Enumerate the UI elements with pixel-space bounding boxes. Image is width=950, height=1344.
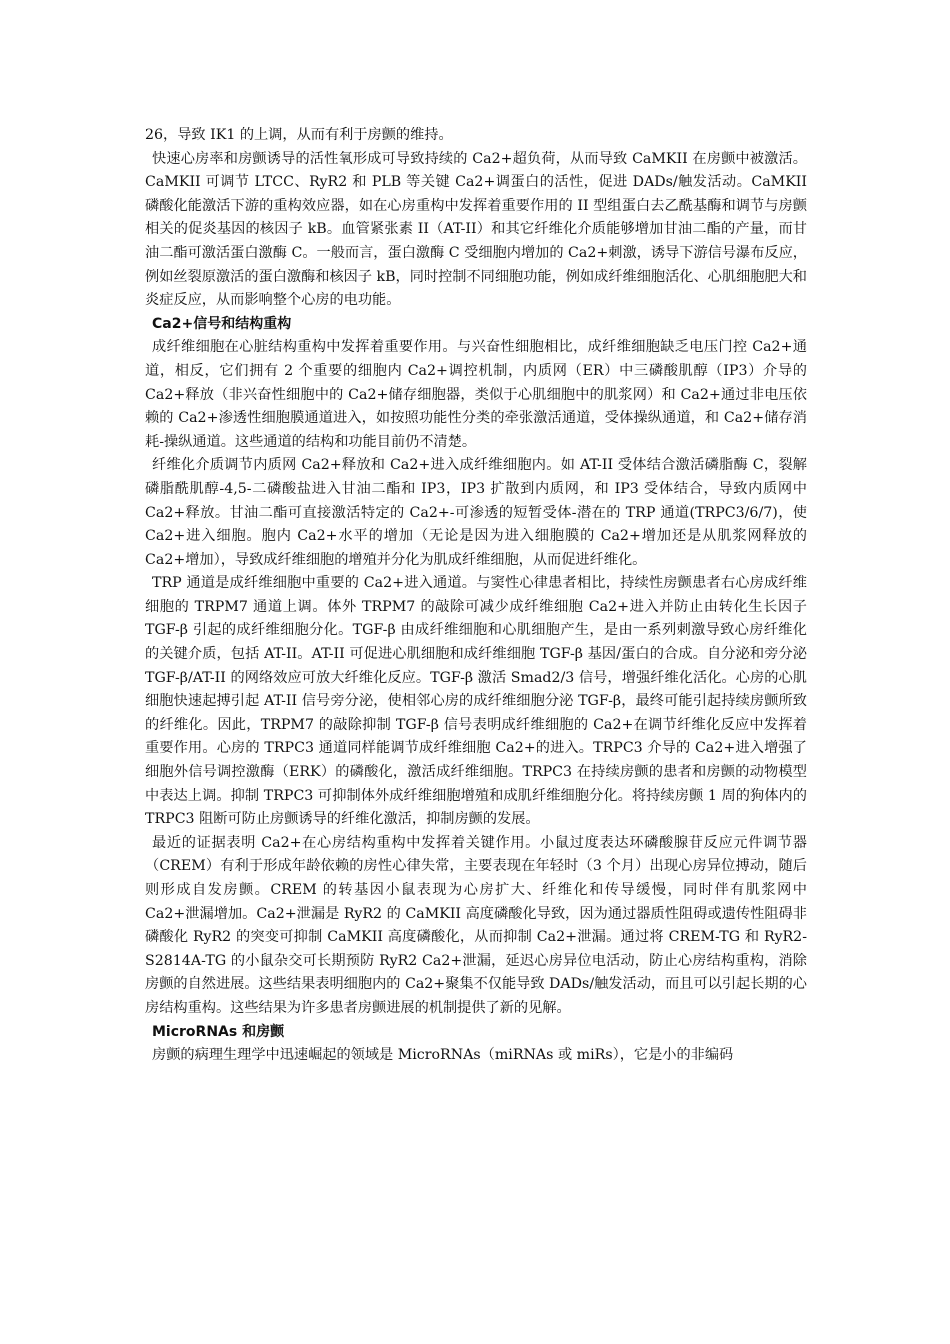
paragraph-recent-evidence: 最近的证据表明 Ca2+在心房结构重构中发挥着关键作用。小鼠过度表达环磷酸腺苷反应元件调节器（CREM）有利于形成年龄依赖的房性心律失常，主要表现在年轻时（3 个月）出现心房异位搏动，随后则形成自发房颤。CREM 的转基因小鼠表现为心房扩大、纤维化和传导缓慢，同时伴有肌浆网中 Ca2+泄漏增加。Ca2+泄漏是 RyR2 的 CaMKII 高度磷酸化导致，因为通过器质性阻碍或遗传性阻碍非磷酸化 RyR2 的突变可抑制 CaMKII 高度磷酸化，从而抑制 Ca2+泄漏。通过将 CREM-TG 和 RyR2-S2814A-TG 的小鼠杂交可长期预防 RyR2 Ca2+泄漏，延迟心房异位电活动，防止心房结构重构，消除房颤的自然进展。这些结果表明细胞内的 Ca2+聚集不仅能导致 DADs/触发活动，而且可以引起长期的心房结构重构。这些结果为许多患者房颤进展的机制提供了新的见解。 [145,834,807,1016]
paragraph-camkii-activation: 快速心房率和房颤诱导的活性氧形成可导致持续的 Ca2+超负荷，从而导致 CaMKII 在房颤中被激活。CaMKII 可调节 LTCC、RyR2 和 PLB 等关键 Ca2+调蛋白的活性，促进 DADs/触发活动。CaMKII 磷酸化能激活下游的重构效应器，如在心房重构中发挥着重要作用的 II 型组蛋白去乙酰基酶和调节与房颤相关的促炎基因的核因子 kB。血管紧张素 II（AT-II）和其它纤维化介质能够增加甘油二酯的产量，而甘油二酯可激活蛋白激酶 C。一般而言，蛋白激酶 C 受细胞内增加的 Ca2+刺激，诱导下游信号瀑布反应，例如丝裂原激活的蛋白激酶和核因子 kB，同时控制不同细胞功能，例如成纤维细胞活化、心肌细胞肥大和炎症反应，从而影响整个心房的电功能。 [145,150,807,309]
paragraph-trp-channels: TRP 通道是成纤维细胞中重要的 Ca2+进入通道。与窦性心律患者相比，持续性房颤患者右心房成纤维细胞的 TRPM7 通道上调。体外 TRPM7 的敲除可减少成纤维细胞 Ca2+进入并防止由转化生长因子 TGF-β 引起的成纤维细胞分化。TGF-β 由成纤维细胞和心肌细胞产生，是由一系列刺激导致心房纤维化的关键介质，包括 AT-II。AT-II 可促进心肌细胞和成纤维细胞 TGF-β 基因/蛋白的合成。自分泌和旁分泌 TGF-β/AT-II 的网络效应可放大纤维化反应。TGF-β 激活 Smad2/3 信号，增强纤维化活化。心房的心肌细胞快速起搏引起 AT-II 信号旁分泌，使相邻心房的成纤维细胞分泌 TGF-β，最终可能引起持续房颤所致的纤维化。因此，TRPM7 的敲除抑制 TGF-β 信号表明成纤维细胞的 Ca2+在调节纤维化反应中发挥着重要作用。心房的 TRPC3 通道同样能调节成纤维细胞 Ca2+的进入。TRPC3 介导的 Ca2+进入增强了细胞外信号调控激酶（ERK）的磷酸化，激活成纤维细胞。TRPC3 在持续房颤的患者和房颤的动物模型中表达上调。抑制 TRPC3 可抑制体外成纤维细胞增殖和成肌纤维细胞分化。将持续房颤 1 周的狗体内的 TRPC3 阻断可防止房颤诱导的纤维化激活，抑制房颤的发展。 [145,575,807,828]
paragraph-fibroblast-role: 成纤维细胞在心脏结构重构中发挥着重要作用。与兴奋性细胞相比，成纤维细胞缺乏电压门控 Ca2+通道，相反，它们拥有 2 个重要的细胞内 Ca2+调控机制，内质网（ER）中三磷酸肌醇（IP3）介导的 Ca2+释放（非兴奋性细胞中的 Ca2+储存细胞器，类似于心肌细胞中的肌浆网）和 Ca2+通过非电压依赖的 Ca2+渗透性细胞膜通道进入，如按照功能性分类的牵张激活通道，受体操纵通道，和 Ca2+储存消耗-操纵通道。这些通道的结构和功能目前仍不清楚。 [145,339,807,450]
section-heading-ca-structural-remodeling: Ca2+信号和结构重构 [152,315,292,332]
section-heading-micrornas: MicroRNAs 和房颤 [152,1023,285,1040]
paragraph-fibrosis-mediators: 纤维化介质调节内质网 Ca2+释放和 Ca2+进入成纤维细胞内。如 AT-II 受体结合激活磷脂酶 C，裂解磷脂酰肌醇-4,5-二磷酸盐进入甘油二酯和 IP3，IP3 扩散到内质网，和 IP3 受体结合，导致内质网中 Ca2+释放。甘油二酯可直接激活特定的 Ca2+-可渗透的短暂受体-潜在的 TRP 通道(TRPC3/6/7)，使 Ca2+进入细胞。胞内 Ca2+水平的增加（无论是因为进入细胞膜的 Ca2+增加还是从肌浆网释放的 Ca2+增加），导致成纤维细胞的增殖并分化为肌成纤维细胞，从而促进纤维化。 [145,457,807,568]
paragraph-micrornas-intro: 房颤的病理生理学中迅速崛起的领域是 MicroRNAs（miRNAs 或 miRs），它是小的非编码 [152,1047,734,1064]
document-page [145,124,807,1068]
paragraph-ik1-continuation: 26，导致 IK1 的上调，从而有利于房颤的维持。 [145,127,453,143]
